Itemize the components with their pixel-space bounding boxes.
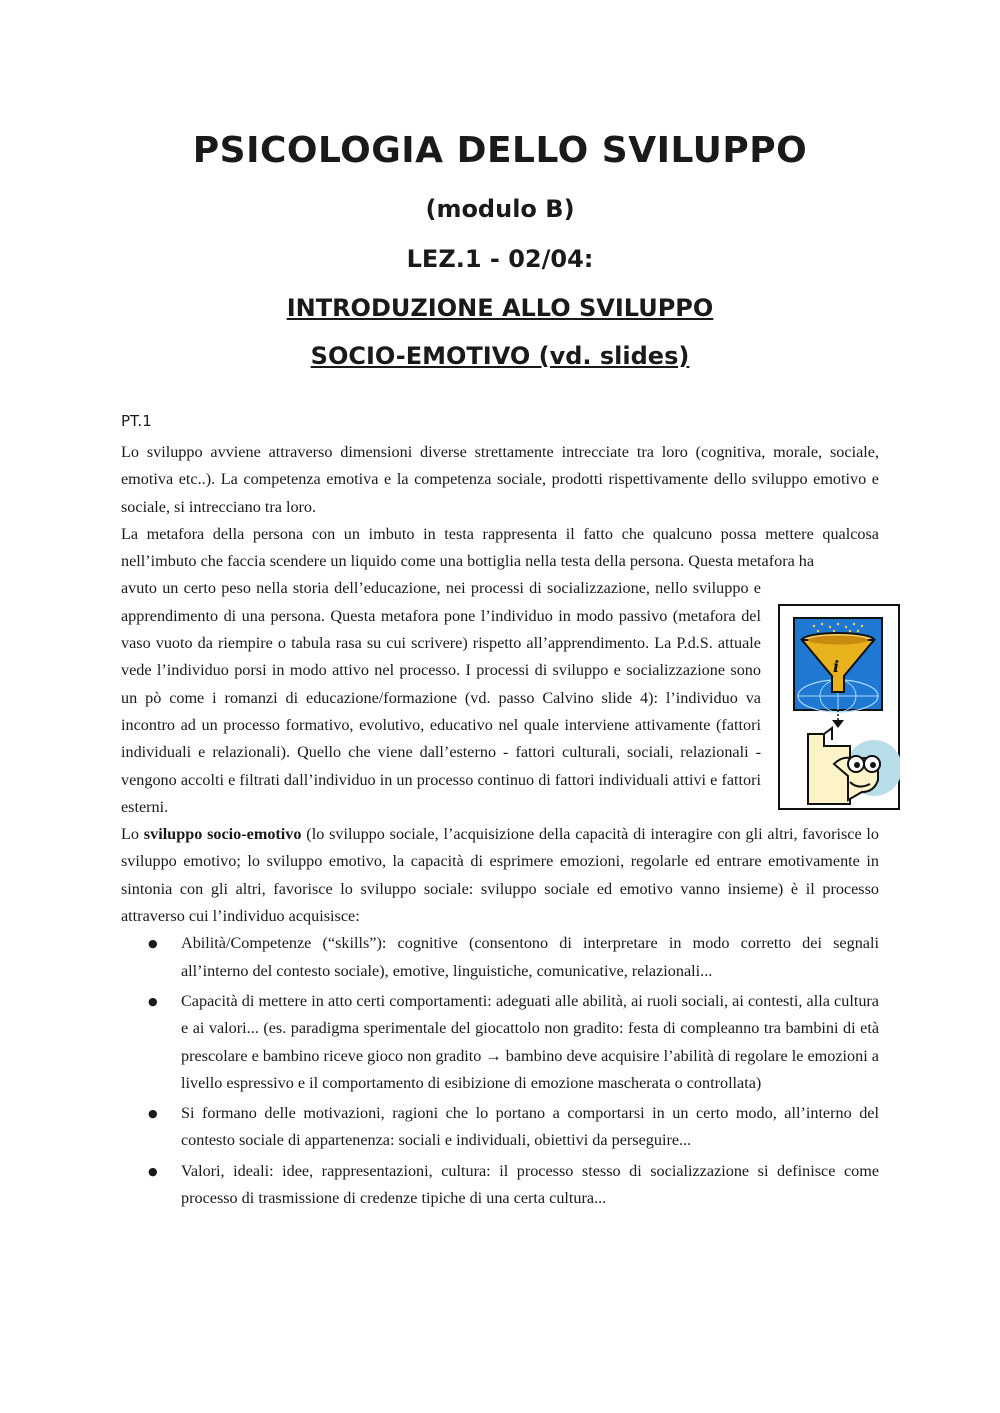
list-item: ● Si formano delle motivazioni, ragioni che lo portano a comportarsi in un certo modo, all’interno del contesto sociale di appartenenza: sociali e individuali, obiettivi da perseguire... bbox=[181, 1100, 879, 1155]
svg-text:i: i bbox=[833, 657, 840, 676]
paragraph-1: Lo sviluppo avviene attraverso dimensioni diverse strettamente intrecciate tra loro (cognitiva, morale, sociale, emotiva etc..). La competenza emotiva e la competenza sociale, prodotti rispettivamente dello sviluppo emotivo e sociale, si intrecciano tra loro. bbox=[121, 443, 879, 516]
section-label: PT.1 bbox=[121, 412, 152, 430]
topic-heading-line2: SOCIO-EMOTIVO (vd. slides) bbox=[310, 342, 690, 370]
topic-heading-line1: INTRODUZIONE ALLO SVILUPPO bbox=[286, 294, 714, 322]
document-title: PSICOLOGIA DELLO SVILUPPO bbox=[192, 130, 808, 171]
paragraph-3-bold-term: sviluppo socio-emotivo bbox=[143, 825, 302, 844]
list-item: ● Capacità di mettere in atto certi comportamenti: adeguati alle abilità, ai ruoli sociali, ai contesti, alla cultura e ai valori... (es. paradigma sperimentale del giocattolo non gradito: festa di compleanno tra bambini di età prescolare e bambino riceve gioco non gradito → bambino deve acquisire l’abilità di regolare le emozioni a livello espressivo e il comportamento di esibizione di emozione mascherata o controllata) bbox=[181, 988, 879, 1097]
paragraph-3 bbox=[121, 821, 879, 930]
module-subtitle: (modulo B) bbox=[425, 195, 575, 223]
list-item: ● Valori, ideali: idee, rappresentazioni, cultura: il processo stesso di socializzazione si definisce come processo di trasmissione di credenze tipiche di una certa cultura... bbox=[181, 1158, 879, 1213]
funnel-head-clipart-icon bbox=[778, 604, 900, 810]
paragraph-2-wrapped: avuto un certo peso nella storia dell’educazione, nei processi di socializzazione, nello sviluppo e apprendimento di una persona. Questa metafora pone l’individuo in modo passivo (metafora del vaso vuoto da riempire o tabula rasa su cui scrivere) rispetto all’apprendimento. La P.d.S. attuale vede l’individuo porsi in modo attivo nel processo. I processi di sviluppo e socializzazione sono un pò come i romanzi di educazione/formazione (vd. passo Calvino slide 4): l’individuo va incontro ad un processo formativo, evolutivo, educativo nel quale interviene attivamente (fattori individuali e relazionali). Quello che viene dall’esterno - fattori culturali, sociali, relazionali - vengono accolti e filtrati dall’individuo in un processo continuo di fattori individuali attivi e fattori esterni. bbox=[121, 579, 761, 816]
document-body bbox=[121, 408, 879, 1215]
list-item: ● Abilità/Competenze (“skills”): cognitive (consentono di interpretare in modo corretto dei segnali all’interno del contesto sociale), emotive, linguistiche, comunicative, relazionali... bbox=[181, 930, 879, 985]
bullet-list bbox=[121, 930, 879, 1212]
lesson-heading: LEZ.1 - 02/04: bbox=[406, 245, 594, 273]
paragraph-3-prefix: Lo bbox=[121, 825, 144, 844]
paragraph-2-full: La metafora della persona con un imbuto in testa rappresenta il fatto che qualcuno possa mettere qualcosa nell’imbuto che faccia scendere un liquido come una bottiglia nella testa della persona. Questa metafora ha bbox=[121, 524, 879, 571]
document-title-block bbox=[0, 118, 1000, 380]
paragraph-3-rest: (lo sviluppo sociale, l’acquisizione della capacità di interagire con gli altri, favorisce lo sviluppo emotivo; lo sviluppo emotivo, la capacità di esprimere emozioni, regolarle ed entrare emotivamente in sintonia con gli altri, favorisce lo sviluppo sociale: sviluppo sociale ed emotivo vanno insieme) è il processo attraverso cui l’individuo acquisisce: bbox=[121, 825, 880, 926]
